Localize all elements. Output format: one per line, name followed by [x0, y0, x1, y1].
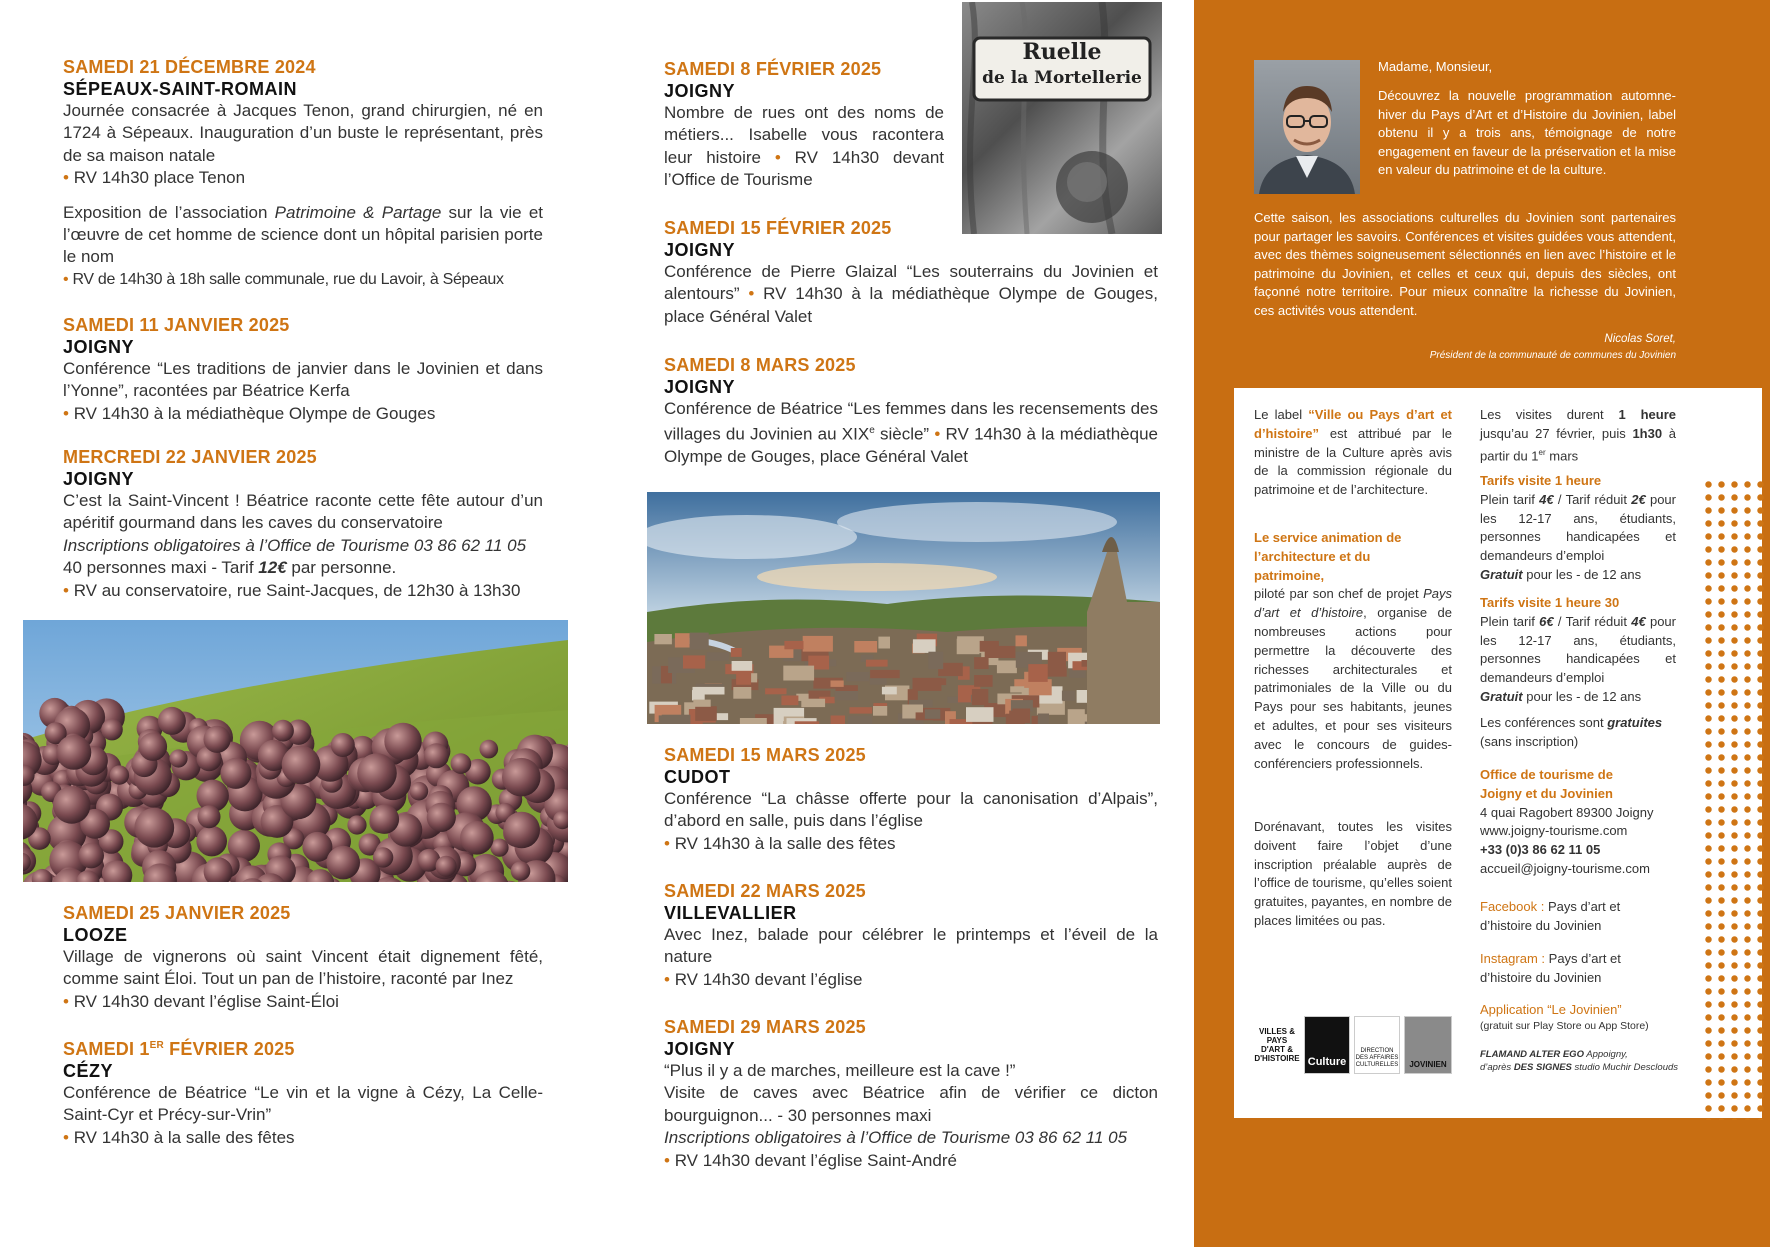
office-phone[interactable]: +33 (0)3 86 62 11 05 — [1480, 842, 1601, 858]
event-place: LOOZE — [63, 925, 128, 945]
vah-logo: VILLES & PAYS D'ART & D'HISTOIRE — [1254, 1016, 1300, 1074]
event-2025-02-08 — [664, 58, 944, 192]
roof — [1016, 635, 1027, 646]
decorative-dots — [1702, 478, 1766, 1120]
grape — [410, 782, 429, 801]
event-description: C’est la Saint-Vincent ! Béatrice raconte cette fête autour d’un apéritif gourmand dans les caves du conservatoire — [63, 491, 543, 533]
tourist-office: Office de tourisme de Joigny et du Jovinien 4 quai Ragobert 89300 Joigny www.joigny-tourisme.com +33 (0)3 86 62 11 05 accueil@joigny-tourisme.com — [1480, 766, 1680, 879]
roof — [740, 718, 767, 724]
grapes-photo — [23, 620, 568, 882]
roof — [873, 706, 887, 716]
roof — [1028, 664, 1047, 682]
grape — [220, 758, 251, 789]
grape — [347, 815, 366, 834]
roof — [732, 661, 753, 671]
event-date: SAMEDI 29 MARS 2025 — [664, 1017, 866, 1037]
roof — [966, 707, 994, 722]
grape — [357, 753, 397, 793]
event-rendezvous: • RV 14h30 place Tenon — [63, 168, 246, 188]
event-date: MERCREDI 22 JANVIER 2025 — [63, 447, 317, 467]
event-date: SAMEDI 8 MARS 2025 — [664, 355, 856, 375]
office-email[interactable]: accueil@joigny-tourisme.com — [1480, 860, 1650, 876]
roof — [980, 641, 999, 652]
event-place: JOIGNY — [664, 81, 736, 101]
grape — [204, 726, 231, 753]
event-quote: “Plus il y a de marches, meilleure est la cave !” — [664, 1061, 1016, 1080]
roof — [913, 678, 942, 691]
event-2025-03-08 — [664, 354, 1158, 469]
event-description: Nombre de rues ont des noms de métiers... Isabelle vous racontera leur histoire • RV 14h30 devant l’Office de Tourisme — [664, 103, 944, 190]
signature-role: Président de la communauté de communes du Jovinien — [1429, 350, 1676, 361]
grape — [134, 808, 174, 848]
event-date: SAMEDI 8 FÉVRIER 2025 — [664, 59, 882, 79]
street-sign-name: Ruelle — [1022, 39, 1102, 65]
roof — [1068, 709, 1085, 724]
jovinien-logo: JOVINIEN — [1404, 1016, 1452, 1074]
roof — [850, 707, 873, 713]
grape — [451, 753, 472, 774]
roof — [784, 641, 803, 649]
event-2025-01-22 — [63, 446, 543, 602]
grape — [384, 723, 421, 760]
app-info: Application “Le Jovinien” (gratuit sur Play Store ou App Store) — [1480, 1002, 1649, 1032]
event-rendezvous: • RV 14h30 devant l’église Saint-Éloi — [63, 991, 339, 1011]
roof — [974, 675, 993, 687]
event-date: SAMEDI 15 MARS 2025 — [664, 745, 866, 765]
facebook-link[interactable]: Facebook : Pays d’art et d’histoire du Jovinien — [1480, 899, 1621, 933]
event-rendezvous: • RV de 14h30 à 18h salle communale, rue du Lavoir, à Sépeaux — [63, 270, 504, 288]
intro-paragraph-2: Cette saison, les associations culturelles du Jovinien sont partenaires pour partager les savoirs. Conférences et visites guidées vous attendent, avec des thèmes soigneusement sélectionnés en lien avec l’histoire et le patrimoine du Jovinien, et celles et ceux qui, depuis des siècles, ont façonné notre territoire. Pour mieux connaître la richesse du Jovinien, ces activités vous attendent. — [1254, 210, 1676, 318]
street-sign-name-2: de la Mortellerie — [982, 68, 1142, 88]
grape — [502, 758, 541, 797]
grape — [272, 720, 294, 742]
event-registration: Inscriptions obligatoires à l’Office de Tourisme 03 86 62 11 05 — [664, 1128, 1128, 1148]
event-description: Avec Inez, balade pour célébrer le printemps et l’éveil de la nature — [664, 925, 1158, 967]
grape — [436, 856, 457, 877]
roof — [736, 670, 751, 685]
grape — [331, 733, 355, 757]
roof — [882, 687, 897, 695]
event-date: SAMEDI 25 JANVIER 2025 — [63, 903, 291, 923]
event-registration: Inscriptions obligatoires à l’Office de Tourisme 03 86 62 11 05 — [63, 535, 527, 555]
event-description: Conférence “Les traditions de janvier dans le Jovinien et dans l’Yonne”, racontées par Béatrice Kerfa — [63, 359, 543, 401]
event-2025-01-11 — [63, 314, 543, 425]
roof — [835, 691, 858, 700]
grape — [169, 749, 187, 767]
roof — [803, 636, 833, 652]
street-sign-photo — [962, 2, 1162, 234]
roof — [854, 641, 877, 653]
label-description: Le label “Ville ou Pays d’art et d’histoire” est attribué par le ministre de la Culture après avis de la commission régionale du patrimoine et de l’architecture. — [1254, 407, 1452, 498]
grape — [78, 843, 104, 869]
roof — [659, 715, 674, 723]
roof — [928, 652, 943, 669]
roof — [675, 633, 690, 647]
event-2025-01-25 — [63, 902, 543, 1013]
roof — [866, 660, 888, 667]
roof — [693, 700, 710, 707]
signature-name: Nicolas Soret, — [1604, 333, 1676, 345]
event-place: JOIGNY — [63, 337, 135, 357]
greeting: Madame, Monsieur, — [1378, 59, 1493, 74]
event-place: SÉPEAUX-SAINT-ROMAIN — [63, 79, 298, 99]
event-2025-03-29 — [664, 1016, 1158, 1172]
event-place: CÉZY — [63, 1061, 114, 1081]
event-date: SAMEDI 15 FÉVRIER 2025 — [664, 218, 892, 238]
roof — [795, 721, 820, 724]
roof — [972, 689, 988, 705]
event-rendezvous: • RV 14h30 à la médiathèque Olympe de Gouges — [63, 403, 436, 423]
roof — [997, 661, 1017, 674]
event-place: JOIGNY — [664, 377, 736, 397]
roof — [783, 666, 814, 681]
grape — [158, 707, 186, 735]
grape — [427, 803, 456, 832]
roof — [1009, 711, 1024, 722]
office-website[interactable]: www.joigny-tourisme.com — [1480, 823, 1628, 839]
grape — [503, 812, 540, 849]
event-date: SAMEDI 22 MARS 2025 — [664, 881, 866, 901]
registration-notice: Dorénavant, toutes les visites doivent faire l’objet d’une inscription préalable auprès de l’office de tourisme, qu’elles soient gratuites, payantes, en nombre de places limitées ou pas. — [1254, 819, 1452, 928]
grape — [196, 826, 227, 857]
grape — [370, 805, 399, 834]
president-portrait — [1254, 60, 1360, 194]
event-exhibition: Exposition de l’association Patrimoine & Partage sur la vie et l’œuvre de cet homme de science dont un hôpital parisien porte le nom — [63, 202, 544, 267]
event-date: SAMEDI 11 JANVIER 2025 — [63, 315, 290, 335]
roof — [1062, 691, 1076, 701]
grape — [460, 821, 494, 855]
event-2025-02-01 — [63, 1035, 543, 1149]
roof — [913, 639, 936, 653]
event-description: Journée consacrée à Jacques Tenon, grand chirurgien, né en 1724 à Sépeaux. Inauguration d’un buste le représentant, près de sa maison natale — [63, 101, 543, 165]
event-description: Conférence de Béatrice “Le vin et la vigne à Cézy, La Celle-Saint-Cyr et Précy-sur-Vrin” — [63, 1083, 543, 1125]
roof — [925, 709, 940, 718]
tariff-1h: Tarifs visite 1 heure Plein tarif 4€ / Tarif réduit 2€ pour les 12-17 ans, étudiants, personnes handicapées et demandeurs d’emploi Gratuit pour les - de 12 ans — [1480, 473, 1676, 582]
event-rendezvous: • RV au conservatoire, rue Saint-Jacques, de 12h30 à 13h30 — [63, 580, 521, 600]
event-2024-12-21 — [63, 56, 543, 291]
event-rendezvous: • RV 14h30 à la salle des fêtes — [664, 833, 896, 853]
grape — [110, 765, 129, 784]
grape — [139, 733, 167, 761]
roof — [870, 670, 900, 678]
office-address: 4 quai Ragobert 89300 Joigny — [1480, 804, 1654, 820]
joigny-panorama-photo — [647, 492, 1160, 724]
dac-logo: DIRECTION DES AFFAIRES CULTURELLES — [1354, 1016, 1400, 1074]
roof — [1048, 652, 1066, 668]
event-2025-03-15 — [664, 744, 1158, 855]
grape — [198, 805, 221, 828]
event-place: CUDOT — [664, 767, 731, 787]
intro-paragraph-1: Découvrez la nouvelle programmation automne-hiver du Pays d’Art et d’Histoire du Jovinien, label obtenu il y a trois ans, témoignage de notre engagement en faveur de la préservation et la mise en valeur du patrimoine et de la culture. — [1378, 88, 1676, 178]
roof — [957, 639, 980, 655]
event-place: JOIGNY — [664, 1039, 736, 1059]
roof — [846, 672, 869, 681]
roof — [878, 637, 890, 649]
service-description: Le service animation de l’architecture et du patrimoine, piloté par son chef de projet Pays d’art et d’histoire, organise de nombreuses actions pour permettre la découverte des richesses architecturales et patrimoniales de la Ville ou du Pays pour ses habitants, jeunes et adultes, et pour ses visiteurs avec le concours de guides-conférenciers professionnels. — [1254, 530, 1452, 771]
event-description: Conférence de Béatrice “Les femmes dans les recensements des villages du Jovinien au XIXe siècle” • RV 14h30 à la médiathèque Olympe de Gouges, place Général Valet — [664, 399, 1158, 467]
event-rendezvous: • RV 14h30 devant l’église Saint-André — [664, 1150, 957, 1170]
roof — [848, 716, 872, 724]
event-place: JOIGNY — [63, 469, 135, 489]
event-2025-02-15 — [664, 217, 1158, 328]
event-2025-03-22 — [664, 880, 1158, 991]
roof — [654, 634, 672, 644]
grape — [373, 847, 393, 867]
grape — [101, 719, 123, 741]
roof — [974, 657, 989, 669]
event-rendezvous: • RV 14h30 devant l’église — [664, 969, 863, 989]
grape — [424, 743, 449, 768]
roof — [690, 633, 709, 650]
conferences-free: Les conférences sont gratuites (sans inscription) — [1480, 715, 1663, 749]
instagram-link[interactable]: Instagram : Pays d’art et d’histoire du Jovinien — [1480, 951, 1621, 985]
event-place: JOIGNY — [664, 240, 736, 260]
roof — [683, 655, 705, 668]
event-description: Conférence de Pierre Glaizal “Les souterrains du Jovinien et alentours” • RV 14h30 à la médiathèque Olympe de Gouges, place Général Valet — [664, 262, 1158, 326]
roof — [781, 696, 798, 706]
event-date: SAMEDI 1ER FÉVRIER 2025 — [63, 1039, 295, 1059]
event-description: Conférence “La châsse offerte pour la canonisation d’Alpais”, d’abord en salle, puis dans l’église — [664, 789, 1158, 831]
tariff-1h30: Tarifs visite 1 heure 30 Plein tarif 6€ / Tarif réduit 4€ pour les 12-17 ans, étudiants, personnes handicapées et demandeurs d’emploi Gratuit pour les - de 12 ans — [1480, 595, 1676, 704]
event-date: SAMEDI 21 DÉCEMBRE 2024 — [63, 57, 316, 77]
grape — [53, 786, 91, 824]
event-price: 40 personnes maxi - Tarif 12€ par personne. — [63, 558, 397, 578]
culture-ministry-logo: Culture — [1304, 1016, 1350, 1074]
roof — [831, 681, 844, 687]
roof — [801, 699, 825, 707]
roof — [765, 688, 786, 694]
grape — [326, 846, 360, 880]
grape — [480, 740, 499, 759]
event-place: VILLEVALLIER — [664, 903, 797, 923]
roof — [831, 716, 845, 725]
visit-duration: Les visites durent 1 heure jusqu’au 27 février, puis 1h30 à partir du 1er mars — [1480, 407, 1677, 463]
grape — [282, 746, 321, 785]
design-credits: FLAMAND ALTER EGO Appoigny, d’après DES SIGNES studio Muchir Desclouds — [1480, 1049, 1679, 1073]
grape — [57, 735, 92, 770]
roof — [1038, 714, 1049, 725]
event-rendezvous: • RV 14h30 à la salle des fêtes — [63, 1127, 295, 1147]
grape — [511, 861, 531, 881]
roof — [693, 687, 725, 695]
roof — [731, 648, 742, 657]
roof — [733, 687, 751, 699]
event-description: Village de vignerons où saint Vincent était dignement fêté, comme saint Éloi. Tout un pan de l’histoire, raconté par Inez — [63, 947, 543, 989]
roof — [695, 706, 717, 721]
roof — [707, 652, 729, 660]
event-description: Visite de caves avec Béatrice afin de vérifier ce dicton bourguignon... - 30 personnes maxi — [664, 1083, 1158, 1125]
